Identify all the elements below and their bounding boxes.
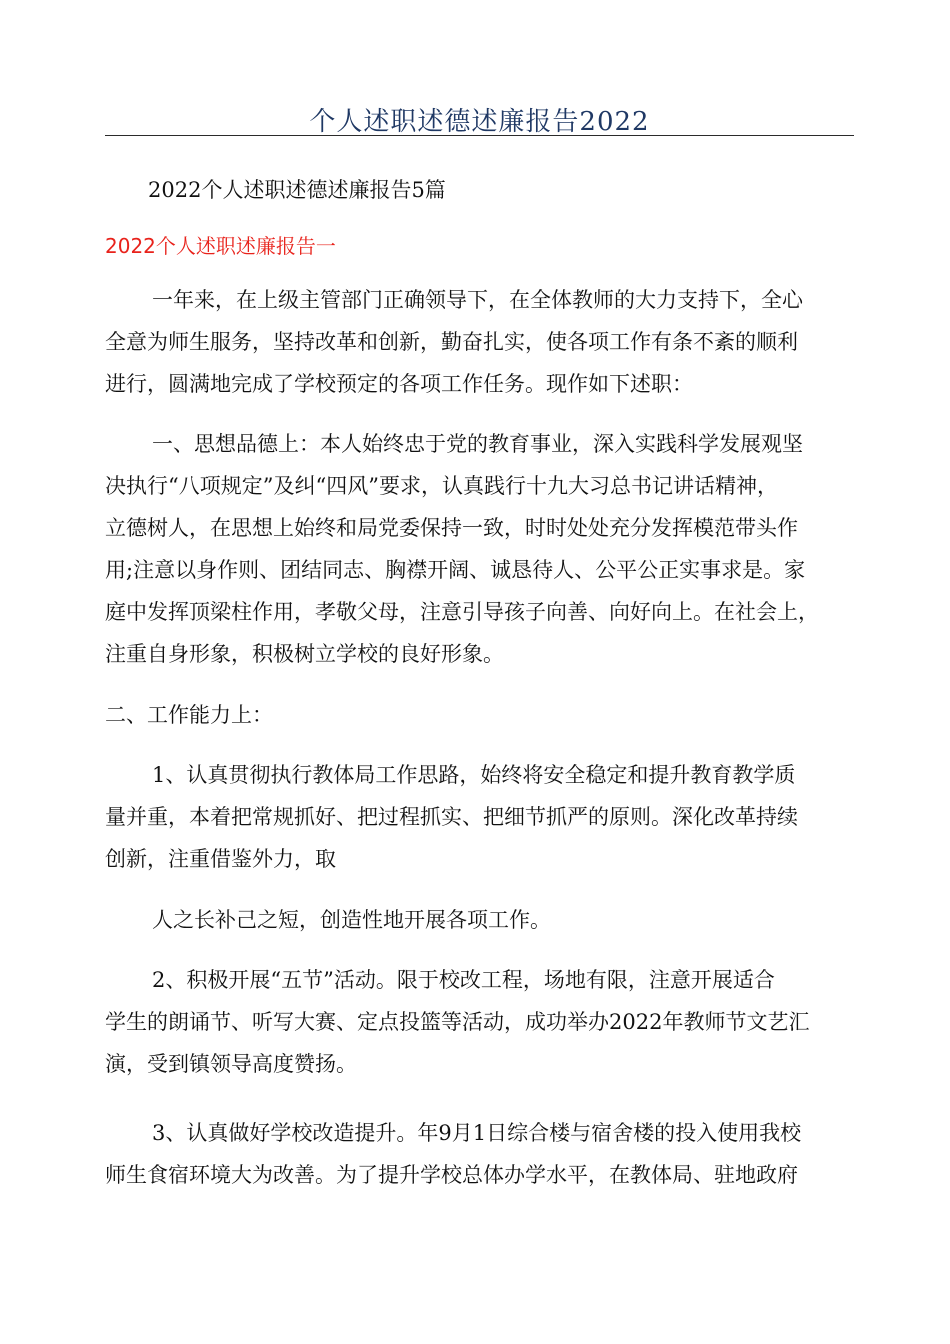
- paragraph-line: 创新，注重借鉴外力，取: [105, 847, 336, 871]
- paragraph-line: 庭中发挥顶梁柱作用，孝敬父母，注意引导孩子向善、向好向上。在社会上，: [105, 600, 819, 624]
- paragraph-line: 注重自身形象，积极树立学校的良好形象。: [105, 642, 504, 666]
- paragraph-line: 量并重，本着把常规抓好、把过程抓实、把细节抓严的原则。深化改革持续: [105, 805, 798, 829]
- paragraph-line: 一年来，在上级主管部门正确领导下，在全体教师的大力支持下，全心: [152, 288, 803, 312]
- paragraph-line: 二、工作能力上：: [105, 703, 273, 727]
- paragraph-line: 学生的朗诵节、听写大赛、定点投篮等活动，成功举办2022年教师节文艺汇: [105, 1010, 810, 1034]
- paragraph-line: 立德树人，在思想上始终和局党委保持一致，时时处处充分发挥模范带头作: [105, 516, 798, 540]
- document-subtitle: 2022个人述职述德述廉报告5篇: [148, 178, 446, 202]
- paragraph-line: 进行，圆满地完成了学校预定的各项工作任务。现作如下述职：: [105, 372, 693, 396]
- paragraph-line: 演，受到镇领导高度赞扬。: [105, 1052, 357, 1076]
- section-heading: 2022个人述职述廉报告一: [105, 234, 336, 258]
- title-underline: [105, 135, 854, 136]
- paragraph-line: 2、积极开展“五节”活动。限于校改工程，场地有限，注意开展适合: [152, 968, 775, 992]
- paragraph-line: 1、认真贯彻执行教体局工作思路，始终将安全稳定和提升教育教学质: [152, 763, 796, 787]
- paragraph-line: 人之长补己之短，创造性地开展各项工作。: [152, 908, 551, 932]
- paragraph-line: 师生食宿环境大为改善。为了提升学校总体办学水平，在教体局、驻地政府: [105, 1163, 798, 1187]
- paragraph-line: 一、思想品德上：本人始终忠于党的教育事业，深入实践科学发展观坚: [152, 432, 803, 456]
- paragraph-line: 用;注意以身作则、团结同志、胸襟开阔、诚恳待人、公平公正实事求是。家: [105, 558, 806, 582]
- paragraph-line: 全意为师生服务，坚持改革和创新，勤奋扎实，使各项工作有条不紊的顺利: [105, 330, 798, 354]
- paragraph-line: 3、认真做好学校改造提升。年9月1日综合楼与宿舍楼的投入使用我校: [152, 1121, 802, 1145]
- document-title: 个人述职述德述廉报告2022: [309, 107, 650, 137]
- paragraph-line: 决执行“八项规定”及纠“四风”要求，认真践行十九大习总书记讲话精神，: [105, 474, 778, 498]
